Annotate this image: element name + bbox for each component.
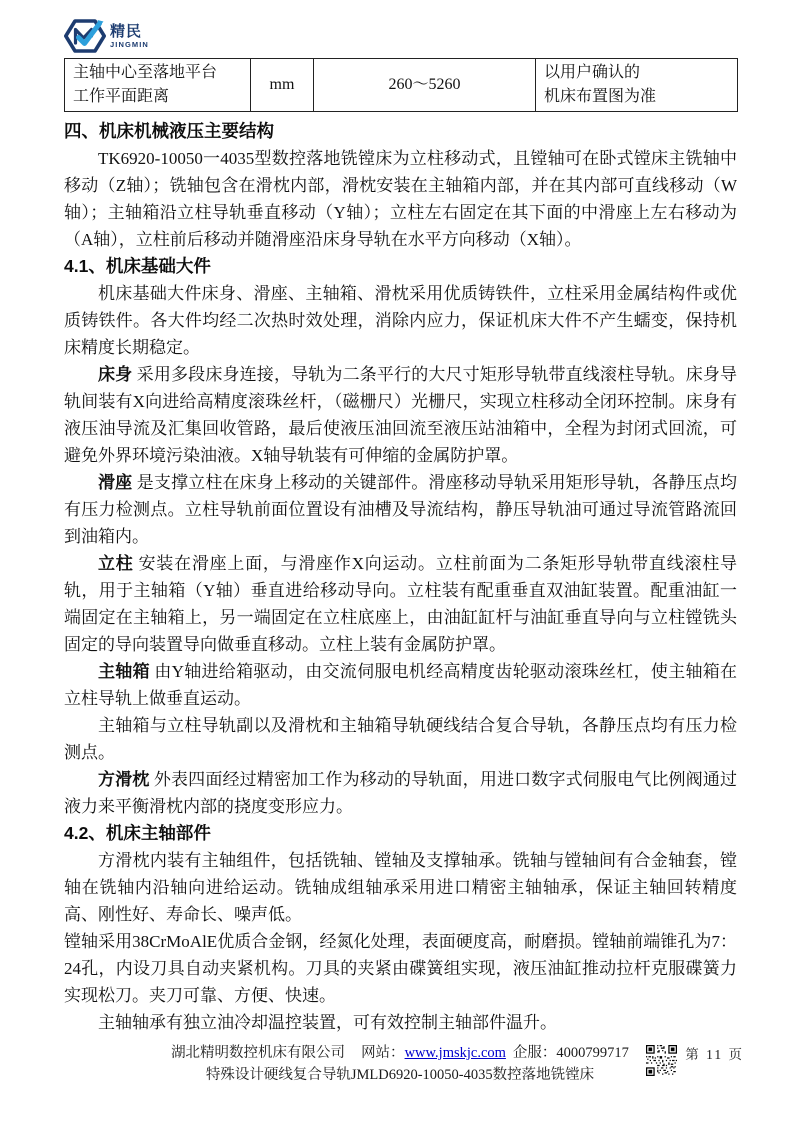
paragraph-text: 由Y轴进给箱驱动，由交流伺服电机经高精度齿轮驱动滚珠丝杠，使主轴箱在立柱导轨上做垂直运动。 xyxy=(64,662,738,708)
paragraph-text: 采用多段床身连接，导轨为二条平行的大尺寸矩形导轨带直线滚柱导轨。床身导轨间装有X向进给高精度滚珠丝杆，（磁栅尺）光栅尺，实现立柱移动全闭环控制。床身有液压油导流及汇集回收管路，最后使液压油回流至液压站油箱中，全程为封闭式回流，可避免外界环境污染油液。X轴导轨装有可伸缩的金属防护罩。 xyxy=(64,365,738,465)
brand-name-en: JINGMIN xyxy=(110,39,149,49)
spec-name-line1: 主轴中心至落地平台 xyxy=(73,64,218,81)
term-ram: 方滑枕 xyxy=(98,770,150,789)
term-column: 立柱 xyxy=(98,554,134,573)
paragraph-text: 主轴轴承有独立油冷却温控装置，可有效控制主轴部件温升。 xyxy=(98,1013,557,1032)
paragraph-text: 安装在滑座上面，与滑座作X向运动。立柱前面为二条矩形导轨带直线滚柱导轨，用于主轴箱（Y轴）垂直进给移动导向。立柱装有配重垂直双油缸装置。配重油缸一端固定在主轴箱上，另一端固定在立柱底座上，由油缸缸杆与油缸垂直导向与立柱镗铣头固定的导向装置导向做垂直移动。立柱上装有金属防护罩。 xyxy=(64,554,737,654)
paragraph-text: TK6920-10050一4035型数控落地铣镗床为立柱移动式，且镗轴可在卧式镗床主铣轴中移动（Z轴）；铣轴包含在滑枕内部，滑枕安装在主轴箱内部，并在其内部可直线移动（W轴）；主轴箱沿立柱导轨垂直移动（Y轴）；立柱左右固定在其下面的中滑座上左右移动为（A轴），立柱前后移动并随滑座沿床身导轨在水平方向移动（X轴）。 xyxy=(64,149,737,249)
paragraph-saddle xyxy=(64,469,737,550)
paragraph-text: 镗轴采用38CrMoAlE优质合金钢，经氮化处理，表面硬度高，耐磨损。镗轴前端锥孔为7：24孔，内设刀具自动夹紧机构。刀具的夹紧由碟簧组实现，液压油缸推动拉杆克服碟簧力实现松刀。夹刀可靠、方便、快速。 xyxy=(64,932,737,1005)
paragraph-headstock xyxy=(64,658,737,712)
brand-name-cn: 精民 xyxy=(110,22,143,40)
paragraph xyxy=(64,847,737,928)
spec-table xyxy=(64,58,738,112)
paragraph xyxy=(64,145,737,253)
service-label: 企服： xyxy=(512,1045,557,1061)
paragraph-text: 是支撑立柱在床身上移动的关键部件。滑座移动导轨采用矩形导轨，各静压点均有压力检测点。立柱导轨前面位置设有油槽及导流结构，静压导轨油可通过导流管路流回到油箱内。 xyxy=(64,473,738,546)
paragraph-column xyxy=(64,550,737,658)
logo-row xyxy=(64,16,737,56)
spec-value-cell: 260～5260 xyxy=(314,59,536,112)
spec-name-cell xyxy=(65,59,251,112)
jingmin-logo xyxy=(64,17,149,55)
section-heading-4-2: 4.2、机床主轴部件 xyxy=(64,823,211,843)
term-bed: 床身 xyxy=(98,365,133,384)
paragraph xyxy=(64,1009,737,1036)
paragraph-text: 方滑枕内装有主轴组件，包括铣轴、镗轴及支撑轴承。铣轴与镗轴间有合金轴套，镗轴在铣轴内沿轴向进给运动。铣轴成组轴承采用进口精密主轴轴承，保证主轴回转精度高、刚性好、寿命长、噪声低。 xyxy=(64,851,737,924)
company-name: 湖北精明数控机床有限公司 xyxy=(171,1045,346,1061)
footer-line-2: 特殊设计硬线复合导轨JMLD6920-10050-4035数控落地铣镗床 xyxy=(205,1067,595,1083)
footer-line-1 xyxy=(0,1042,800,1064)
spec-note-line1: 以用户确认的 xyxy=(544,64,641,81)
page-number: 第 11 页 xyxy=(685,1047,744,1062)
website-label: 网站： xyxy=(361,1045,405,1061)
spec-unit-cell: mm xyxy=(251,59,314,112)
spec-name-line2: 工作平面距离 xyxy=(73,88,170,105)
paragraph-text: 外表四面经过精密加工作为移动的导轨面，用进口数字式伺服电气比例阀通过液力来平衡滑枕内部的挠度变形应力。 xyxy=(64,770,738,816)
paragraph-ram xyxy=(64,766,737,820)
table-row xyxy=(65,59,738,112)
service-phone: 4000799717 xyxy=(556,1045,629,1061)
section-heading-4-1: 4.1、机床基础大件 xyxy=(64,256,211,276)
term-headstock: 主轴箱 xyxy=(98,662,150,681)
hexagon-check-logo-icon xyxy=(64,17,106,55)
paragraph xyxy=(64,712,737,766)
term-saddle: 滑座 xyxy=(98,473,133,492)
spec-note-line2: 机床布置图为准 xyxy=(544,88,657,105)
qr-code-icon xyxy=(646,1044,677,1077)
paragraph-text: 主轴箱与立柱导轨副以及滑枕和主轴箱导轨硬线结合复合导轨，各静压点均有压力检测点。 xyxy=(64,716,737,762)
paragraph xyxy=(64,280,737,361)
paragraph-text: 机床基础大件床身、滑座、主轴箱、滑枕采用优质铸铁件，立柱采用金属结构件或优质铸铁件。各大件均经二次热时效处理，消除内应力，保证机床大件不产生蠕变，保持机床精度长期稳定。 xyxy=(64,284,737,357)
section-heading-4: 四、机床机械液压主要结构 xyxy=(64,121,274,141)
paragraph-bed xyxy=(64,361,737,469)
website-link[interactable]: www.jmskjc.com xyxy=(404,1045,506,1061)
page-footer xyxy=(0,1042,800,1086)
footer-text xyxy=(0,1042,800,1086)
logo-text xyxy=(110,24,149,49)
paragraph xyxy=(64,928,737,1009)
spec-note-cell xyxy=(536,59,738,112)
document-body xyxy=(64,118,737,1036)
